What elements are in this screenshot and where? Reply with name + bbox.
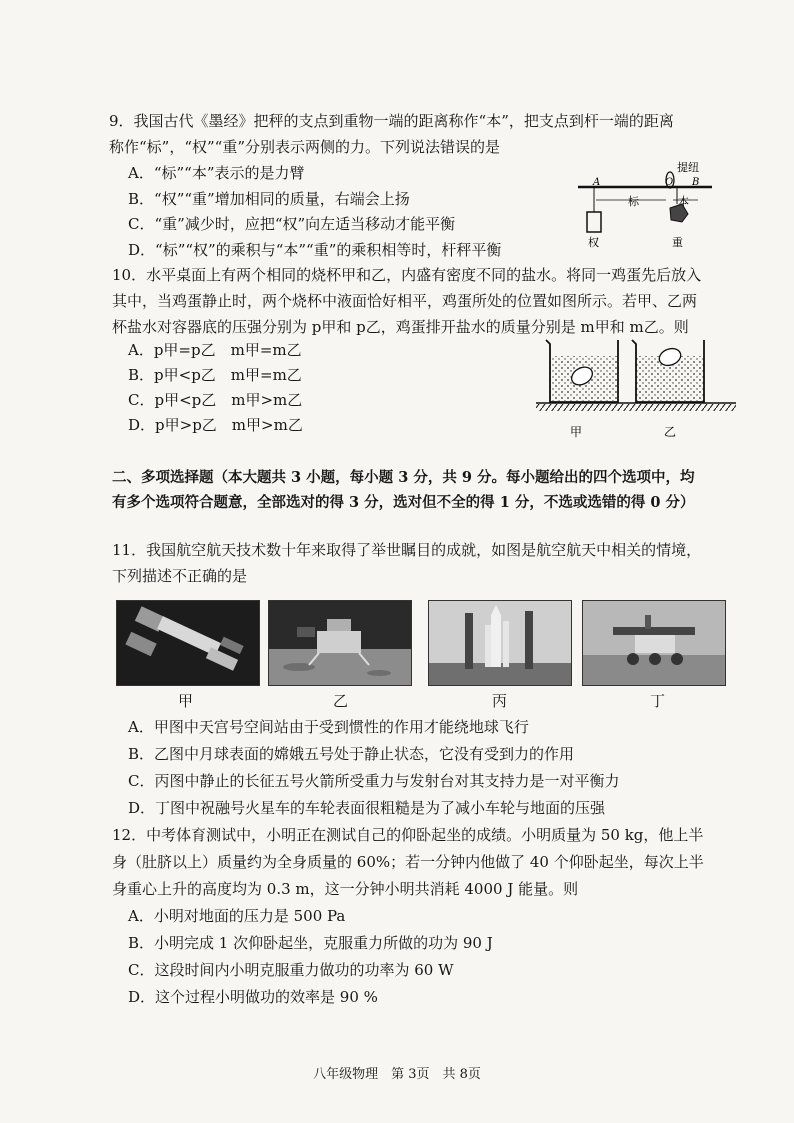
q9-option-d: D．“标”“权”的乘积与“本”“重”的乘积相等时，杆秤平衡 [128, 241, 502, 259]
caption-ding: 丁 [650, 692, 666, 710]
q9-option-c: C．“重”减少时，应把“权”向左适当移动才能平衡 [128, 215, 456, 233]
q9-option-b: B．“权”“重”增加相同的质量，右端会上扬 [128, 190, 410, 208]
page-footer: 八年级物理 第 3页 共 8页 [313, 1067, 481, 1082]
q10-option-d: D．p甲>p乙 m甲>m乙 [128, 416, 303, 434]
q9-option-a: A．“标”“本”表示的是力臂 [128, 164, 305, 182]
q10-stem-line3: 杯盐水对容器底的压强分别为 p甲和 p乙，鸡蛋排开盐水的质量分别是 m甲和 m乙。则 [112, 318, 689, 336]
caption-jia: 甲 [178, 692, 194, 710]
label-quan: 权 [588, 236, 599, 249]
q12-stem-line2: 身（肚脐以上）质量约为全身质量的 60%；若一分钟内他做了 40 个仰卧起坐，每次上半 [112, 853, 704, 871]
steelyard-figure [574, 160, 724, 256]
q12-option-c: C．这段时间内小明克服重力做功的功率为 60 W [128, 961, 454, 979]
photo-yi-lunar-lander [268, 600, 412, 686]
q12-option-b: B．小明完成 1 次仰卧起坐，克服重力所做的功为 90 J [128, 934, 493, 952]
q11-option-d: D．丁图中祝融号火星车的车轮表面很粗糙是为了减小车轮与地面的压强 [128, 799, 606, 817]
q9-stem-line2: 称作“标”，“权”“重”分别表示两侧的力。下列说法错误的是 [109, 138, 501, 156]
label-a: A [593, 177, 601, 188]
q11-stem-line1: 11．我国航空航天技术数十年来取得了举世瞩目的成就，如图是航空航天中相关的情境， [112, 541, 702, 559]
label-tizhu: 提纽 [677, 161, 699, 174]
photo-ding-mars-rover [582, 600, 726, 686]
q10-option-b: B．p甲<p乙 m甲=m乙 [128, 366, 302, 384]
q9-stem-line1: 9．我国古代《墨经》把秤的支点到重物一端的距离称作“本”，把支点到杆一端的距离 [109, 112, 674, 130]
label-yi: 乙 [664, 425, 677, 439]
q12-option-a: A．小明对地面的压力是 500 Pa [128, 907, 346, 925]
caption-yi: 乙 [333, 692, 349, 710]
label-o: O [665, 177, 674, 188]
quan-weight [587, 212, 601, 232]
label-ben: 本 [678, 195, 689, 208]
q10-stem-line2: 其中，当鸡蛋静止时，两个烧杯中液面恰好相平，鸡蛋所处的位置如图所示。若甲、乙两 [112, 292, 698, 310]
q11-option-a: A．甲图中天宫号空间站由于受到惯性的作用才能绕地球飞行 [128, 718, 529, 736]
q10-option-a: A．p甲=p乙 m甲=m乙 [128, 341, 302, 359]
label-b: B [692, 177, 700, 188]
q10-stem-line1: 10．水平桌面上有两个相同的烧杯甲和乙，内盛有密度不同的盐水。将同一鸡蛋先后放入 [112, 266, 702, 284]
photo-bing-rocket [428, 600, 572, 686]
label-biao: 标 [628, 195, 639, 208]
beakers-figure [536, 336, 736, 440]
section2-heading-line1: 二、多项选择题（本大题共 3 小题，每小题 3 分，共 9 分。每小题给出的四个选项中，均 [112, 469, 695, 486]
photo-jia-space-station [116, 600, 260, 686]
q12-stem-line1: 12．中考体育测试中，小明正在测试自己的仰卧起坐的成绩。小明质量为 50 kg，他上半 [112, 826, 704, 844]
q11-option-c: C．丙图中静止的长征五号火箭所受重力与发射台对其支持力是一对平衡力 [128, 772, 620, 790]
q10-option-c: C．p甲<p乙 m甲>m乙 [128, 391, 303, 409]
label-zhong: 重 [672, 236, 683, 249]
label-jia: 甲 [570, 425, 583, 439]
q11-stem-line2: 下列描述不正确的是 [112, 567, 248, 585]
q11-option-b: B．乙图中月球表面的嫦娥五号处于静止状态，它没有受到力的作用 [128, 745, 575, 763]
caption-bing: 丙 [492, 692, 508, 710]
q12-stem-line3: 身重心上升的高度均为 0.3 m，这一分钟小明共消耗 4000 J 能量。则 [112, 880, 579, 898]
section2-heading-line2: 有多个选项符合题意，全部选对的得 3 分，选对但不全的得 1 分，不选或选错的得 0 分） [112, 494, 695, 511]
q12-option-d: D．这个过程小明做功的效率是 90 % [128, 988, 378, 1006]
table-hatch [536, 404, 736, 411]
